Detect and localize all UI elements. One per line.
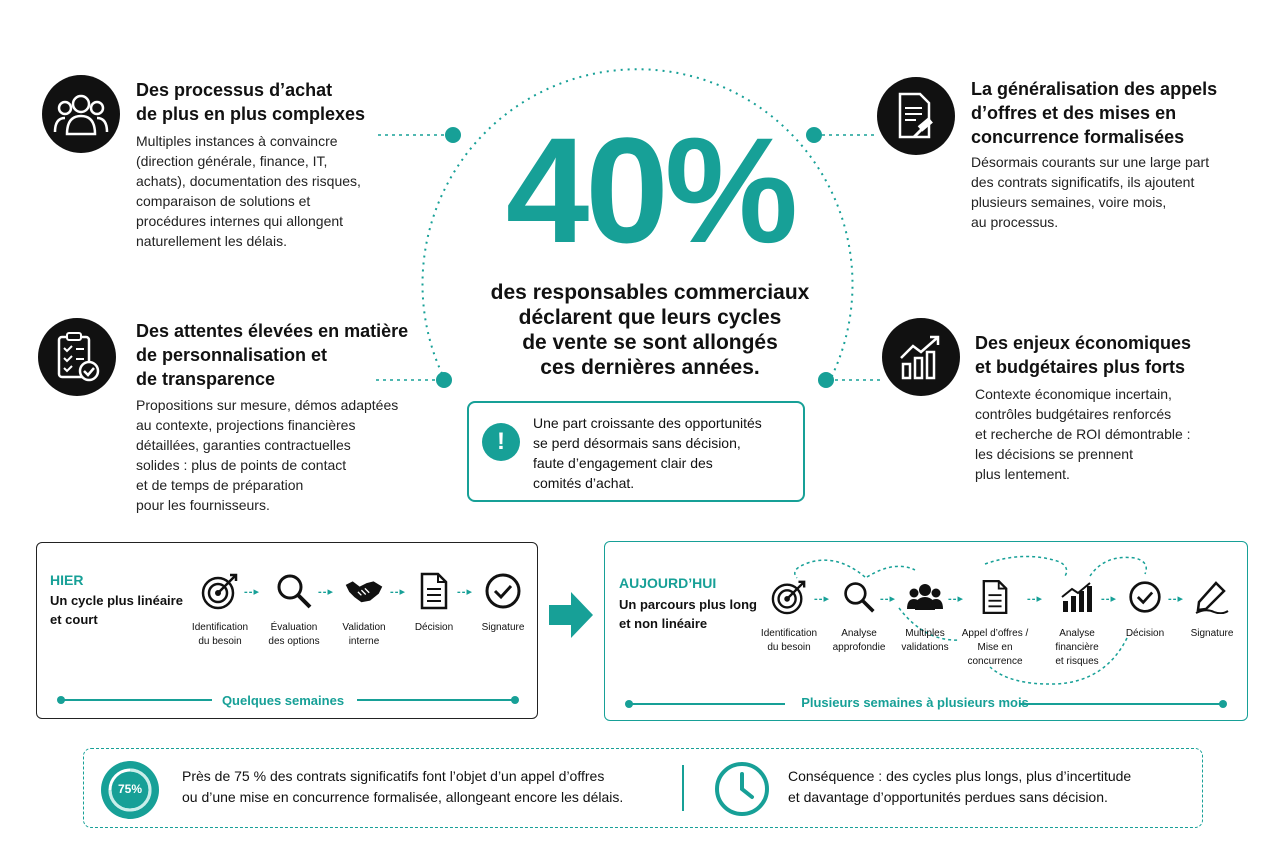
factor-icon-checklist: [38, 318, 116, 396]
headline-percentage: 40%: [505, 106, 795, 274]
pen-signature-icon: [1192, 577, 1232, 617]
hier-step-5: [458, 571, 548, 635]
auj-step-4: [950, 577, 1040, 669]
auj-step-7: [1167, 577, 1257, 641]
flow-arrow: - - ▸: [1168, 593, 1182, 605]
hier-panel: [36, 542, 538, 719]
exclamation-icon: !: [482, 423, 520, 461]
people-group-icon: [53, 92, 109, 136]
hier-subtitle: Un cycle plus linéaire et court: [50, 593, 183, 627]
factor-icon-document: [877, 77, 955, 155]
flow-arrow: - - ▸: [1027, 593, 1041, 605]
magnifier-icon: [274, 571, 314, 611]
bottom-band: [83, 748, 1203, 828]
factor-body-3: Désormais courants sur une large part des contrats significatifs, ils ajoutent plusieurs semaines, voire mois, au processus.: [971, 154, 1210, 230]
stat-text: Près de 75 % des contrats significatifs font l’objet d’un appel d’offres ou d’une mise en concurrence formalisée, allongeant encore les délais.: [182, 768, 624, 805]
step-label: Signature: [1190, 628, 1234, 639]
step-label: Analyse financière et risques: [1055, 628, 1099, 667]
step-label: Analyse approfondie: [832, 628, 886, 653]
flow-arrow: - - ▸: [457, 586, 471, 598]
clock-icon: [714, 761, 770, 817]
factor-body-2: Propositions sur mesure, démos adaptées au contexte, projections financières détaillées, garanties contractuelles solides : plus de points de contact et de temps de préparation pour les fournisseurs.: [136, 397, 399, 513]
step-label: Identification du besoin: [191, 622, 249, 647]
step-label: Décision: [1125, 628, 1165, 639]
aujourdhui-panel: [604, 541, 1248, 721]
flow-arrow: - - ▸: [390, 586, 404, 598]
target-icon: [769, 577, 809, 617]
factor-title-1: Des processus d’achat de plus en plus complexes: [136, 80, 366, 124]
flow-arrow: - - ▸: [318, 586, 332, 598]
step-label: Évaluation des options: [268, 622, 320, 647]
step-label: Signature: [481, 622, 525, 633]
magnifier-icon: [839, 577, 879, 617]
document-icon: [414, 571, 454, 611]
step-label: Validation interne: [342, 622, 386, 647]
aujourdhui-duration: Plusieurs semaines à plusieurs mois: [801, 695, 1029, 710]
target-icon: [200, 571, 240, 611]
bar-chart-growth-icon: [897, 334, 945, 380]
flow-arrow: - - ▸: [1101, 593, 1115, 605]
factor-icon-chart: [882, 318, 960, 396]
factor-title-2: Des attentes élevées en matière de personnalisation et de transparence: [136, 321, 409, 389]
step-label: Identification du besoin: [760, 628, 818, 653]
hier-label: HIER: [50, 572, 84, 588]
bar-chart-growth-icon: [1057, 577, 1097, 617]
transition-arrow-icon: [549, 592, 593, 638]
alert-text: Une part croissante des opportunités se perd désormais sans décision, faute d’engagement clair des comités d’achat.: [533, 415, 762, 491]
factor-icon-people: [42, 75, 120, 153]
aujourdhui-subtitle: Un parcours plus long et non linéaire: [619, 597, 757, 631]
pie-75-label: 75%: [117, 782, 143, 796]
factor-body-4: Contexte économique incertain, contrôles budgétaires renforcés et recherche de ROI démontrable : les décisions se prennent plus lentement.: [975, 386, 1191, 482]
step-label: Multiples validations: [901, 628, 949, 653]
aujourdhui-label: AUJOURD’HUI: [619, 575, 717, 591]
document-icon: [975, 577, 1015, 617]
factor-body-1: Multiples instances à convaincre (direction générale, finance, IT, achats), documentation des risques, comparaison de solutions et procédures internes qui allongent naturellement les délais.: [136, 133, 361, 249]
check-circle-icon: [483, 571, 523, 611]
handshake-icon: [344, 571, 384, 611]
document-gavel-icon: [892, 91, 940, 141]
check-circle-icon: [1125, 577, 1165, 617]
consequence-text: Conséquence : des cycles plus longs, plus d’incertitude et davantage d’opportunités perdues sans décision.: [788, 768, 1132, 805]
alert-box: [467, 401, 805, 502]
people-group-icon: [905, 577, 945, 617]
flow-arrow: - - ▸: [880, 593, 894, 605]
checklist-icon: [53, 331, 101, 383]
flow-arrow: - - ▸: [814, 593, 828, 605]
headline-text: des responsables commerciaux déclarent que leurs cycles de vente se sont allongés ces dernières années.: [490, 281, 810, 379]
flow-arrow: - - ▸: [244, 586, 258, 598]
divider: [682, 765, 684, 811]
hier-duration: Quelques semaines: [221, 693, 345, 708]
flow-arrow: - - ▸: [948, 593, 962, 605]
factor-title-3: La généralisation des appels d’offres et des mises en concurrence formalisées: [971, 79, 1218, 147]
factor-title-4: Des enjeux économiques et budgétaires plus forts: [975, 333, 1192, 377]
step-label: Appel d’offres / Mise en concurrence: [961, 628, 1029, 667]
step-label: Décision: [414, 622, 454, 633]
